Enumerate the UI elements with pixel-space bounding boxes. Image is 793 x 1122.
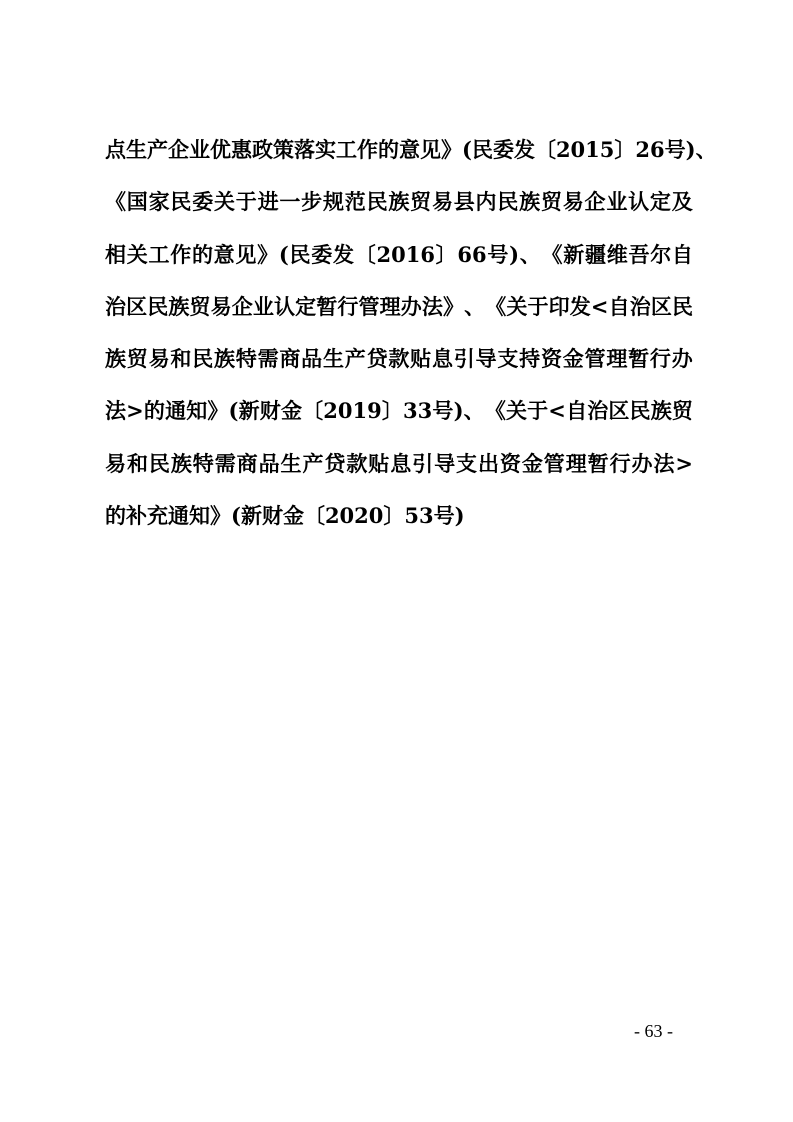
text-glyph: 贸 <box>410 189 432 215</box>
text-glyph: 业 <box>606 189 628 215</box>
text-glyph: 国 <box>126 189 148 215</box>
text-glyph: 》 <box>441 137 462 162</box>
text-glyph: 步 <box>301 189 323 215</box>
text-line-1 <box>105 137 717 162</box>
text-glyph: 委 <box>311 241 333 267</box>
text-glyph: 53 <box>404 503 434 529</box>
text-glyph: 出 <box>477 450 499 476</box>
text-glyph: 导 <box>434 450 456 476</box>
text-glyph: 〔 <box>534 137 556 162</box>
text-glyph: 新 <box>563 241 585 267</box>
text-glyph: 易 <box>562 189 584 215</box>
text-glyph: 办 <box>400 293 422 319</box>
text-glyph: 民 <box>366 189 388 215</box>
text-glyph: 维 <box>606 241 628 267</box>
text-glyph: 内 <box>475 189 497 215</box>
text-glyph: 策 <box>273 137 294 162</box>
text-glyph: 金 <box>562 346 584 372</box>
text-glyph: 族 <box>170 450 192 476</box>
text-glyph: 族 <box>650 398 672 424</box>
text-glyph: 、 <box>463 398 485 424</box>
text-glyph: 吾 <box>628 241 650 267</box>
text-glyph: 业 <box>252 293 274 319</box>
text-glyph: 于 <box>235 189 257 215</box>
text-glyph: 财 <box>261 503 283 529</box>
text-glyph: 易 <box>105 450 126 476</box>
text-glyph: 金 <box>282 503 304 529</box>
text-glyph: 管 <box>584 346 606 372</box>
text-glyph: 贴 <box>368 450 390 476</box>
text-glyph: 支 <box>497 346 519 372</box>
text-glyph: 理 <box>606 346 628 372</box>
text-glyph: 2015 <box>555 137 615 162</box>
text-glyph: 民 <box>147 293 169 319</box>
text-glyph: 息 <box>390 450 412 476</box>
text-glyph: 行 <box>337 293 359 319</box>
text-line-2 <box>105 189 693 214</box>
text-glyph: 《 <box>484 398 506 424</box>
text-glyph: 贸 <box>189 293 211 319</box>
text-glyph: 款 <box>388 346 410 372</box>
text-glyph: 通 <box>165 398 187 424</box>
text-glyph: 商 <box>279 346 301 372</box>
text-glyph: ) <box>685 137 696 162</box>
text-glyph: 产 <box>344 346 366 372</box>
text-glyph: 一 <box>279 189 301 215</box>
text-glyph: 民 <box>148 450 170 476</box>
text-glyph: 易 <box>148 346 170 372</box>
text-glyph: 引 <box>453 346 475 372</box>
text-glyph: > <box>675 450 693 476</box>
text-glyph: 工 <box>336 137 357 162</box>
text-glyph: 号 <box>487 241 509 267</box>
text-glyph: 意 <box>399 137 420 162</box>
text-glyph: 尔 <box>650 241 672 267</box>
text-glyph: 充 <box>147 503 168 529</box>
text-glyph: 行 <box>609 450 631 476</box>
text-glyph: 作 <box>170 241 192 267</box>
text-glyph: 族 <box>213 346 235 372</box>
text-glyph: 企 <box>231 293 253 319</box>
text-glyph: 导 <box>475 346 497 372</box>
text-glyph: 贸 <box>126 346 148 372</box>
text-glyph: 〕 <box>381 398 403 424</box>
text-glyph: 民 <box>497 189 519 215</box>
text-glyph: < <box>548 398 566 424</box>
text-glyph: 相 <box>105 241 126 267</box>
text-glyph: 民 <box>629 398 651 424</box>
text-glyph: 〔 <box>302 398 324 424</box>
text-glyph: 区 <box>126 293 148 319</box>
text-glyph: 认 <box>628 189 650 215</box>
text-glyph: 自 <box>566 398 588 424</box>
text-glyph: 贷 <box>366 346 388 372</box>
text-glyph: 政 <box>252 137 273 162</box>
text-glyph: 和 <box>126 450 148 476</box>
text-glyph: 治 <box>587 398 609 424</box>
text-glyph: 品 <box>258 450 280 476</box>
text-glyph: 族 <box>168 293 190 319</box>
text-glyph: 易 <box>210 293 232 319</box>
text-glyph: 族 <box>105 346 126 372</box>
text-glyph: 产 <box>147 137 168 162</box>
text-line-8 <box>105 503 700 528</box>
text-glyph: 定 <box>295 293 317 319</box>
text-glyph: 补 <box>126 503 147 529</box>
text-glyph: 见 <box>235 241 257 267</box>
text-glyph: 通 <box>168 503 189 529</box>
text-glyph: 发 <box>569 293 591 319</box>
text-glyph: 》 <box>257 241 279 267</box>
text-glyph: 工 <box>148 241 170 267</box>
text-glyph: 于 <box>527 293 549 319</box>
text-glyph: 行 <box>649 346 671 372</box>
text-glyph: 规 <box>322 189 344 215</box>
text-line-6 <box>105 398 693 423</box>
text-glyph: 委 <box>492 137 514 162</box>
text-glyph: 〕 <box>614 137 636 162</box>
text-glyph: 贴 <box>410 346 432 372</box>
text-line-5 <box>105 346 693 371</box>
text-glyph: 族 <box>519 189 541 215</box>
text-glyph: 及 <box>671 189 693 215</box>
text-glyph: 惠 <box>231 137 252 162</box>
text-glyph: < <box>590 293 609 319</box>
text-glyph: 号 <box>664 137 686 162</box>
text-glyph: 的 <box>191 241 213 267</box>
text-glyph: 自 <box>608 293 630 319</box>
text-glyph: 关 <box>213 189 235 215</box>
text-glyph: 生 <box>126 137 147 162</box>
text-glyph: 、 <box>695 137 717 162</box>
text-glyph: 进 <box>257 189 279 215</box>
text-glyph: ) <box>509 241 520 267</box>
text-glyph: 贷 <box>324 450 346 476</box>
body-paragraph <box>105 137 717 555</box>
text-glyph: 关 <box>506 293 528 319</box>
text-glyph: 业 <box>189 137 210 162</box>
text-glyph: > <box>126 398 144 424</box>
text-glyph: 认 <box>274 293 295 319</box>
text-glyph: 管 <box>543 450 565 476</box>
text-glyph: 号 <box>432 398 454 424</box>
text-glyph: 特 <box>192 450 214 476</box>
text-glyph: 息 <box>431 346 453 372</box>
text-glyph: 33 <box>403 398 433 424</box>
text-glyph: 2019 <box>323 398 382 424</box>
text-glyph: 点 <box>105 137 126 162</box>
text-glyph: 的 <box>143 398 165 424</box>
text-glyph: 法 <box>653 450 675 476</box>
text-glyph: 《 <box>541 241 563 267</box>
text-glyph: ) <box>453 398 464 424</box>
text-glyph: 发 <box>333 241 355 267</box>
text-glyph: 《 <box>485 293 507 319</box>
text-glyph: 范 <box>344 189 366 215</box>
text-glyph: 《 <box>105 189 126 215</box>
text-glyph: 自 <box>671 241 693 267</box>
text-glyph: 》 <box>207 398 229 424</box>
text-glyph: 关 <box>505 398 527 424</box>
text-glyph: ( <box>462 137 472 162</box>
text-glyph: 26 <box>635 137 665 162</box>
text-glyph: 定 <box>649 189 671 215</box>
text-glyph: 知 <box>189 503 210 529</box>
text-glyph: 治 <box>105 293 126 319</box>
text-glyph: 管 <box>358 293 380 319</box>
text-glyph: 法 <box>105 398 126 424</box>
text-glyph: 优 <box>210 137 231 162</box>
text-glyph: 需 <box>257 346 279 372</box>
text-glyph: 2016 <box>376 241 435 267</box>
text-glyph: 和 <box>170 346 192 372</box>
text-glyph: 实 <box>315 137 336 162</box>
text-glyph: 见 <box>420 137 441 162</box>
text-glyph: 〔 <box>303 503 325 529</box>
text-glyph: 理 <box>565 450 587 476</box>
text-glyph: 财 <box>259 398 281 424</box>
text-glyph: 家 <box>148 189 170 215</box>
text-glyph: 品 <box>301 346 323 372</box>
text-glyph: 县 <box>453 189 475 215</box>
text-glyph: 族 <box>388 189 410 215</box>
text-glyph: 民 <box>471 137 493 162</box>
text-glyph: 持 <box>519 346 541 372</box>
text-glyph: 金 <box>521 450 543 476</box>
text-glyph: 支 <box>456 450 477 476</box>
text-glyph: 民 <box>671 293 693 319</box>
text-glyph: 的 <box>378 137 399 162</box>
text-glyph: ) <box>454 503 465 529</box>
text-glyph: 区 <box>608 398 630 424</box>
text-glyph: 企 <box>584 189 606 215</box>
text-glyph: 》 <box>210 503 231 529</box>
text-glyph: 号 <box>433 503 455 529</box>
text-glyph: 落 <box>294 137 315 162</box>
text-glyph: ( <box>231 503 241 529</box>
text-glyph: 治 <box>629 293 651 319</box>
text-glyph: 》 <box>443 293 464 319</box>
text-glyph: 〕 <box>435 241 457 267</box>
text-glyph: 新 <box>240 503 262 529</box>
text-glyph: 资 <box>540 346 562 372</box>
text-glyph: 暂 <box>587 450 609 476</box>
text-glyph: 、 <box>519 241 541 267</box>
text-line-3 <box>105 242 693 267</box>
text-glyph: 印 <box>548 293 570 319</box>
text-glyph: ( <box>228 398 239 424</box>
text-glyph: 企 <box>168 137 189 162</box>
text-glyph: 引 <box>412 450 434 476</box>
text-glyph: 金 <box>280 398 302 424</box>
text-glyph: 新 <box>238 398 260 424</box>
text-glyph: 暂 <box>316 293 338 319</box>
text-glyph: 〔 <box>354 241 376 267</box>
text-glyph: 生 <box>322 346 344 372</box>
text-glyph: 民 <box>170 189 192 215</box>
text-glyph: 暂 <box>628 346 650 372</box>
text-glyph: 意 <box>213 241 235 267</box>
text-glyph: 〕 <box>383 503 405 529</box>
text-glyph: 商 <box>236 450 258 476</box>
text-glyph: 办 <box>631 450 653 476</box>
text-glyph: 法 <box>421 293 443 319</box>
text-glyph: 疆 <box>584 241 606 267</box>
text-glyph: 作 <box>357 137 378 162</box>
text-glyph: 理 <box>379 293 401 319</box>
text-glyph: 民 <box>289 241 311 267</box>
text-glyph: 知 <box>186 398 208 424</box>
text-glyph: 66 <box>457 241 487 267</box>
text-glyph: 贸 <box>540 189 562 215</box>
text-line-7 <box>105 451 693 476</box>
text-glyph: 款 <box>346 450 368 476</box>
text-glyph: 贸 <box>671 398 693 424</box>
text-glyph: 办 <box>671 346 693 372</box>
text-glyph: 资 <box>499 450 521 476</box>
text-glyph: 委 <box>192 189 214 215</box>
text-glyph: 于 <box>527 398 549 424</box>
text-glyph: 民 <box>192 346 214 372</box>
text-glyph: 关 <box>126 241 148 267</box>
text-glyph: 区 <box>650 293 672 319</box>
text-glyph: 发 <box>513 137 535 162</box>
text-glyph: 特 <box>235 346 257 372</box>
text-glyph: 、 <box>464 293 486 319</box>
text-glyph: 产 <box>302 450 324 476</box>
text-glyph: 生 <box>280 450 302 476</box>
text-glyph: 的 <box>105 503 126 529</box>
text-line-4 <box>105 294 693 319</box>
text-glyph: 易 <box>431 189 453 215</box>
page-number: - 63 - <box>634 1021 673 1041</box>
text-glyph: 2020 <box>324 503 384 529</box>
text-glyph: 需 <box>214 450 236 476</box>
text-glyph: ( <box>278 241 289 267</box>
